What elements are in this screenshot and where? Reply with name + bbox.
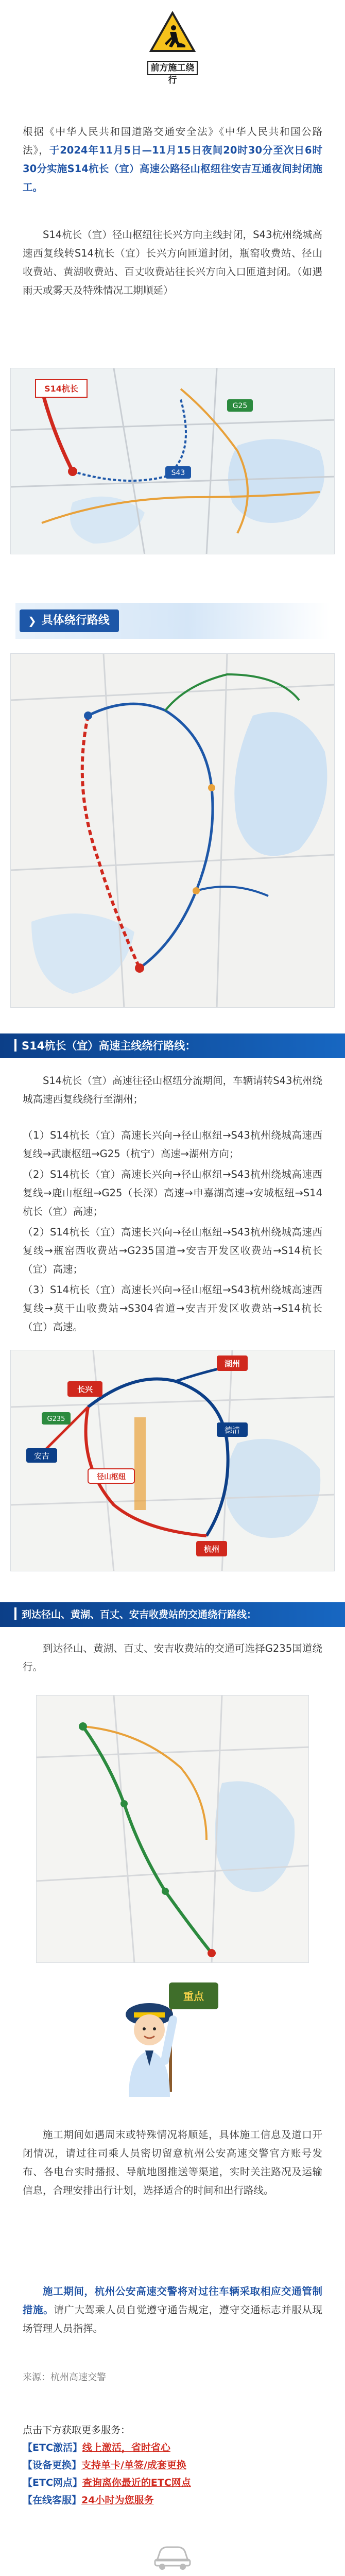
detour-map-svg xyxy=(11,654,335,1008)
g235-map-svg xyxy=(37,1696,309,1963)
outro-paragraph-2 xyxy=(23,2282,322,2360)
section-banner-tag xyxy=(20,609,119,632)
intro-paragraph-1 xyxy=(23,123,322,210)
detour-overview-map xyxy=(10,653,335,1008)
route2-header xyxy=(0,1602,345,1627)
main-route-map xyxy=(10,1350,335,1571)
services-title: 点击下方获取更多服务： xyxy=(23,2425,131,2436)
jingshan-junction-marker xyxy=(68,467,77,476)
outro-paragraph-1: 施工期间如遇周末或特殊情况将顺延，具体施工信息及道口开闭情况，请过往司乘人员密切留意杭州公安高速交警官方账号发布、各电台实时播报、导航地图推送等渠道，实时关注路况及运输信息，合理安排出行计划，选择适合的时间和出行路线。 xyxy=(23,2129,322,2196)
services-block xyxy=(23,2421,322,2509)
outro-p2-rest: 请广大驾乘人员自觉遵守通告规定，遵守交通标志并服从现场管理人员指挥。 xyxy=(23,2304,322,2334)
construction-warning-icon xyxy=(149,11,196,53)
service-item-etc-activate[interactable]: 【ETC激活】线上激活，省时省心 xyxy=(23,2442,170,2453)
construction-sign-label: 前方施工绕行 xyxy=(147,61,198,75)
construction-sign-area xyxy=(0,0,345,113)
police-illustration-area xyxy=(0,1978,345,2112)
car-icon xyxy=(152,2540,193,2571)
route1-header-bar xyxy=(14,1039,16,1052)
outro-p2-highlight: 施工期间，杭州公安高速交警将对过往车辆采取相应交通管制措施。 xyxy=(23,2285,322,2316)
map3-label-deqing: 德清 xyxy=(224,1426,240,1435)
map3-label-g235: G235 xyxy=(47,1415,65,1423)
map3-label-huzhou: 湖州 xyxy=(224,1359,240,1368)
closure-overview-map xyxy=(10,368,335,554)
map1-label-s14: S14杭长 xyxy=(44,384,78,394)
chevron-right-icon: ❯ xyxy=(28,615,37,627)
section-title: 具体绕行路线 xyxy=(41,614,110,627)
map1-label-g25: G25 xyxy=(232,402,248,410)
intro-paragraph-2: S14杭长（宜）径山枢纽往长兴方向主线封闭，S43杭州绕城高速西复线转S14杭长（宜）长兴方向匝道封闭，瓶窑收费站、径山收费站、黄湖收费站、百丈收费站往长兴方向入口匝道封闭。（如遇雨天或雾天及特殊情况工期顺延） xyxy=(23,229,322,296)
route1-intro: S14杭长（宜）高速往径山枢纽分流期间，车辆请转S43杭州绕城高速西复线绕行至湖州； xyxy=(23,1075,322,1105)
section-banner xyxy=(15,603,330,639)
service-item-etc-outlet[interactable]: 【ETC网点】查询离你最近的ETC网点 xyxy=(23,2477,191,2488)
main-route-map-svg xyxy=(11,1350,335,1571)
article-source: 来源：杭州高速交警 xyxy=(23,2372,106,2383)
route2-title: 到达径山、黄湖、百丈、安吉收费站的交通绕行路线： xyxy=(22,1609,257,1620)
route1-option-4: （3）S14杭长（宜）高速长兴向→径山枢纽→S43杭州绕城高速西复线→莫干山收费站→S304省道→安吉开发区收费站→S14杭长（宜）高速。 xyxy=(23,1284,322,1333)
route1-header xyxy=(0,1033,345,1058)
overview-map-svg xyxy=(11,368,335,554)
service-item-device-replace[interactable]: 【设备更换】支持单卡/单签/成套更换 xyxy=(23,2460,186,2471)
intro-p1-highlight: 于2024年11月5日—11月15日夜间20时30分至次日6时30分实施S14杭长（宜）高速公路径山枢纽往安吉互通夜间封闭施工。 xyxy=(23,144,322,193)
service-item-online-support[interactable]: 【在线客服】24小时为您服务 xyxy=(23,2495,154,2506)
route1-option-2: （2）S14杭长（宜）高速长兴向→径山枢纽→S43杭州绕城高速西复线→鹿山枢纽→G25（长深）高速→申嘉湖高速→安城枢纽→S14杭长（宜）高速； xyxy=(23,1168,322,1217)
map3-label-anji: 安吉 xyxy=(33,1451,50,1461)
route1-title: S14杭长（宜）高速主线绕行路线： xyxy=(22,1040,196,1052)
route2-intro: 到达径山、黄湖、百丈、安吉收费站的交通可选择G235国道绕行。 xyxy=(23,1642,322,1673)
map1-label-s43: S43 xyxy=(171,469,185,477)
map3-label-hangzhou: 杭州 xyxy=(203,1545,220,1554)
route1-option-3: （2）S14杭长（宜）高速长兴向→径山枢纽→S43杭州绕城高速西复线→瓶窑西收费站→G235国道→安吉开发区收费站→S14杭长（宜）高速； xyxy=(23,1226,322,1275)
map3-label-changxing: 长兴 xyxy=(77,1385,93,1394)
route1-option-1: （1）S14杭长（宜）高速长兴向→径山枢纽→S43杭州绕城高速西复线→武康枢纽→G25（杭宁）高速→湖州方向； xyxy=(23,1129,322,1160)
intro-p1-prefix: 根据《中华人民共和国道路交通安全法》《中华人民共和国公路法》， xyxy=(23,126,322,156)
traffic-police-icon xyxy=(113,1978,232,2107)
cop-badge-text: 重点 xyxy=(183,1990,204,2003)
map3-label-jingshan: 径山枢纽 xyxy=(97,1473,126,1481)
g235-route-map xyxy=(36,1695,309,1963)
route2-header-bar xyxy=(14,1607,16,1620)
